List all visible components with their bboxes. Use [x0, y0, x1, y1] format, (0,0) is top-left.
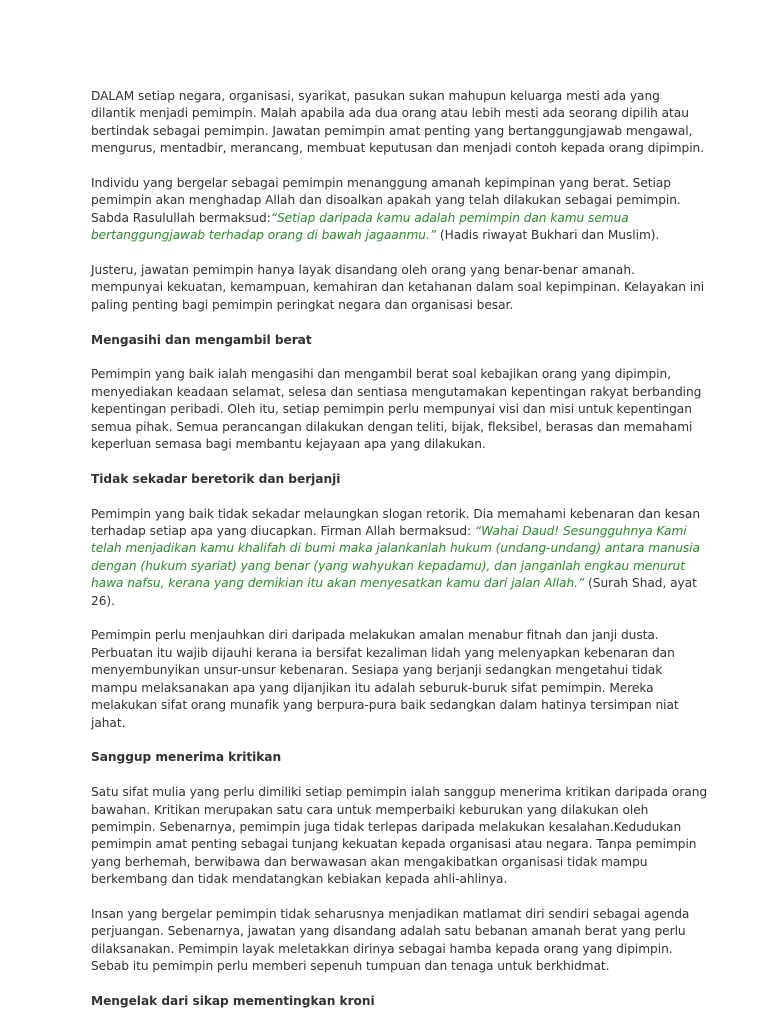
citation-text: (Hadis riwayat Bukhari dan Muslim). [436, 228, 660, 243]
paragraph-criticism: Satu sifat mulia yang perlu dimiliki setiap pemimpin ialah sanggup menerima kritikan daripada orang bawahan. Kritikan merupakan satu cara untuk memperbaiki keburukan yang dilakukan oleh pemimpin. Sebenarnya, pemimpin juga tidak terlepas daripada melakukan kesalahan.Kedudukan pemimpin amat penting sebagai tunjang kekuatan kepada organisasi atau negara. Tanpa pemimpin yang berhemah, berwibawa dan berwawasan akan mengakibatkan organisasi tidak mampu berkembang dan tidak mendatangkan kebiakan kepada ahli-ahlinya. [91, 785, 708, 887]
paragraph-quran [91, 506, 708, 610]
paragraph-service: Insan yang bergelar pemimpin tidak seharusnya menjadikan matlamat diri sendiri sebagai agenda perjuangan. Sebenarnya, jawatan yang disandang adalah satu bebanan amanah berat yang perlu dilaksanakan. Pemimpin layak meletakkan dirinya sebagai hamba kepada orang yang dipimpin. Sebab itu pemimpin perlu memberi sepenuh tumpuan dan tenaga untuk berkhidmat. [91, 906, 690, 974]
paragraph-slander: Pemimpin perlu menjauhkan diri daripada melakukan amalan menabur fitnah dan janji dusta. Perbuatan itu wajib dijauhi kerana ia bersifat kezaliman lidah yang melenyapkan kebenaran dan menyembunyikan unsur-unsur kebenaran. Sesiapa yang berjanji sedangkan mengetahui tidak mampu melaksanakan apa yang dijanjikan itu adalah seburuk-buruk sifat pemimpin. Mereka melakukan sifat orang munafik yang berpura-pura baik sedangkan dalam hatinya tersimpan niat jahat. [91, 628, 679, 730]
section-heading-care: Mengasihi dan mengambil berat [91, 332, 312, 347]
paragraph-care: Pemimpin yang baik ialah mengasihi dan mengambil berat soal kebajikan orang yang dipimpin, menyediakan keadaan selamat, selesa dan sentiasa mengutamakan kepentingan rakyat berbanding kepentingan peribadi. Oleh itu, setiap pemimpin perlu mempunyai visi dan misi untuk kepentingan semua pihak. Semua perancangan dilakukan dengan teliti, bijak, fleksibel, berasas dan memahami keperluan semasa bagi membantu kejayaan apa yang dilakukan. [91, 367, 702, 452]
citation-text: (Surah Shad, ayat 26). [91, 576, 697, 608]
section-heading-criticism: Sanggup menerima kritikan [91, 750, 282, 765]
quran-quote: “Wahai Daud! Sesungguhnya Kami telah menjadikan kamu khalifah di bumi maka jalankanlah hukum (undang-undang) antara manusia dengan (hukum syariat) yang benar (yang wahyukan kepadamu), dan janganlah engkau menurut hawa nafsu, kerana yang demikian itu akan menyesatkan kamu dari jalan Allah.” [91, 524, 700, 591]
paragraph-hadith [91, 175, 708, 245]
paragraph-text: Individu yang bergelar sebagai pemimpin menanggung amanah kepimpinan yang berat. Setiap pemimpin akan menghadap Allah dan disoalkan apakah yang telah dilakukan sebagai pemimpin. Sabda Rasulullah bermaksud: [91, 176, 681, 225]
paragraph-intro: DALAM setiap negara, organisasi, syarikat, pasukan sukan mahupun keluarga mesti ada yang dilantik menjadi pemimpin. Malah apabila ada dua orang atau lebih mesti ada seorang dipilih atau bertindak sebagai pemimpin. Jawatan pemimpin amat penting yang bertanggungjawab mengawal, mengurus, mentadbir, merancang, membuat keputusan dan menjadi contoh kepada orang dipimpin. [91, 89, 705, 156]
paragraph-text: Pemimpin yang baik tidak sekadar melaungkan slogan retorik. Dia memahami kebenaran dan kesan terhadap setiap apa yang diucapkan. Firman Allah bermaksud: [91, 506, 700, 539]
section-heading-rhetoric: Tidak sekadar beretorik dan berjanji [91, 471, 341, 486]
section-heading-cronyism: Mengelak dari sikap mementingkan kroni [91, 993, 375, 1008]
hadith-quote: “Setiap daripada kamu adalah pemimpin dan kamu semua bertanggungjawab terhadap orang di bawah jagaanmu.” [91, 210, 629, 243]
paragraph-qualification: Justeru, jawatan pemimpin hanya layak disandang oleh orang yang benar-benar amanah. mempunyai kekuatan, kemampuan, kemahiran dan ketahanan dalam soal kepimpinan. Kelayakan ini paling penting bagi pemimpin peringkat negara dan organisasi besar. [91, 263, 705, 312]
